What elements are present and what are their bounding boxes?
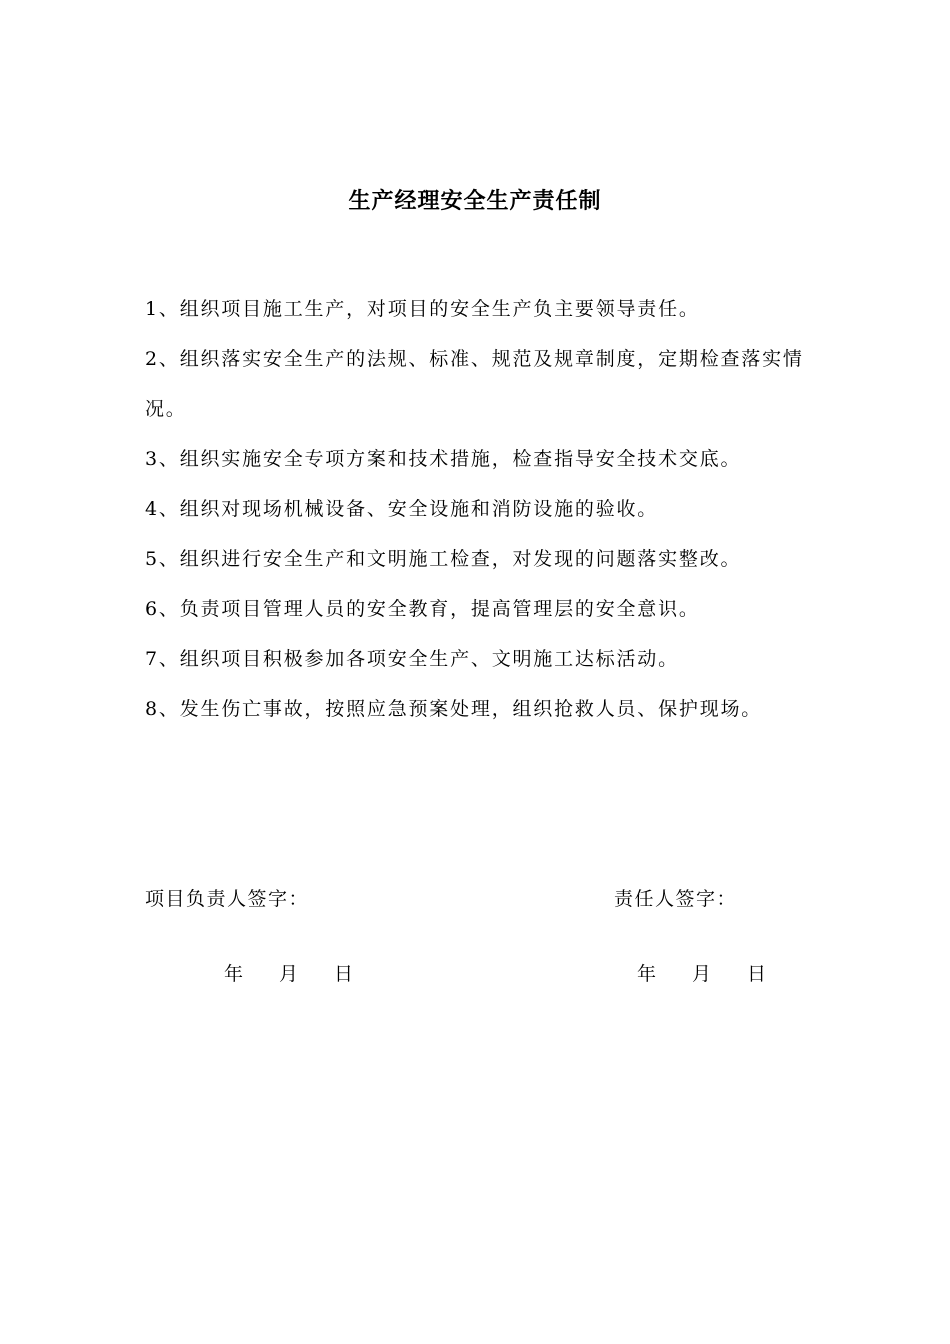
clause-2: 2、组织落实安全生产的法规、标准、规范及规章制度，定期检查落实情况。 xyxy=(145,348,804,420)
clause-3: 3、组织实施安全专项方案和技术措施，检查指导安全技术交底。 xyxy=(145,448,742,470)
date-month-label: 月 xyxy=(692,963,712,985)
clause-8: 8、发生伤亡事故，按照应急预案处理，组织抢救人员、保护现场。 xyxy=(145,698,763,720)
date-year-label: 年 xyxy=(224,963,244,985)
clause-list xyxy=(145,284,825,734)
clause-1: 1、组织项目施工生产，对项目的安全生产负主要领导责任。 xyxy=(145,298,700,320)
responsible-person-signature-label: 责任人签字： xyxy=(614,888,738,910)
document-title: 生产经理安全生产责任制 xyxy=(348,188,602,214)
clause-6: 6、负责项目管理人员的安全教育，提高管理层的安全意识。 xyxy=(145,598,700,620)
date-day-label: 日 xyxy=(334,963,354,985)
date-year-label: 年 xyxy=(637,963,657,985)
date-day-label: 日 xyxy=(747,963,767,985)
date-month-label: 月 xyxy=(279,963,299,985)
responsible-person-date xyxy=(637,959,766,989)
clause-7: 7、组织项目积极参加各项安全生产、文明施工达标活动。 xyxy=(145,648,679,670)
project-lead-date xyxy=(224,959,353,989)
project-lead-signature-label: 项目负责人签字： xyxy=(145,888,310,910)
clause-4: 4、组织对现场机械设备、安全设施和消防设施的验收。 xyxy=(145,498,659,520)
clause-5: 5、组织进行安全生产和文明施工检查，对发现的问题落实整改。 xyxy=(145,548,742,570)
